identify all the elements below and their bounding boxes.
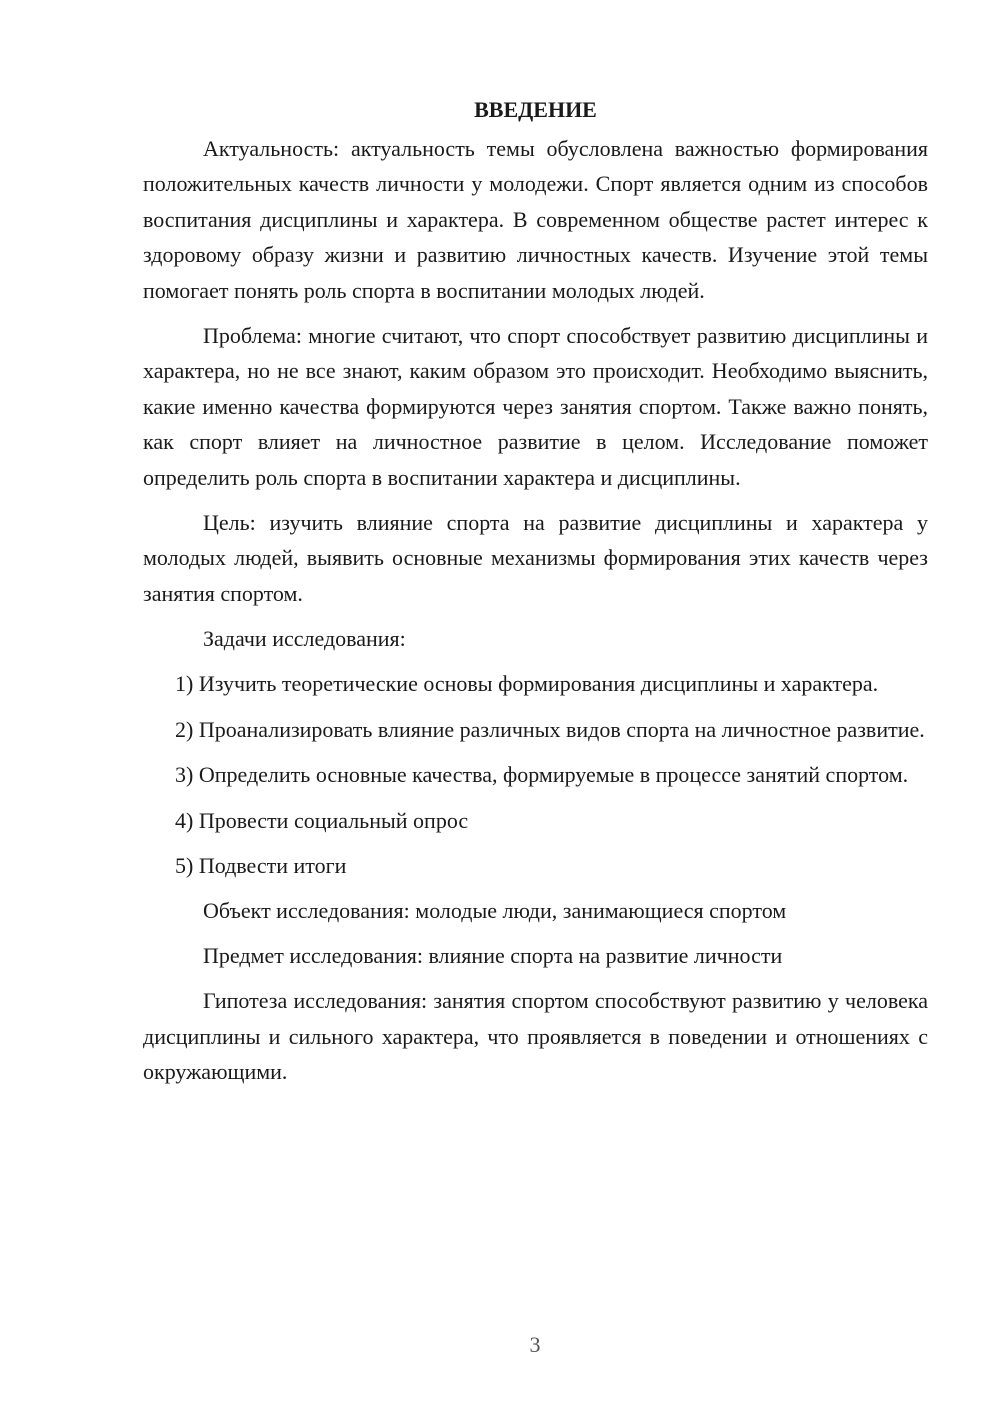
relevance-paragraph: Актуальность: актуальность темы обусловлена важностью формирования положительных качеств личности у молодежи. Спорт является одним из способов воспитания дисциплины и характера. В современном обществе растет интерес к здоровому образу жизни и развитию личностных качеств. Изучение этой темы помогает понять роль спорта в воспитании молодых людей. [143, 136, 928, 303]
hypothesis-paragraph: Гипотеза исследования: занятия спортом способствуют развитию у человека дисциплины и сильного характера, что проявляется в поведении и отношениях с окружающими. [143, 988, 928, 1085]
page-content [143, 92, 928, 1100]
subject-paragraph: Предмет исследования: влияние спорта на развитие личности [203, 943, 783, 969]
task-item-1: 1) Изучить теоретические основы формирования дисциплины и характера. [175, 671, 879, 697]
tasks-title: Задачи исследования: [203, 626, 406, 652]
task-item-2: 2) Проанализировать влияние различных видов спорта на личностное развитие. [175, 716, 925, 742]
task-item-4: 4) Провести социальный опрос [175, 807, 469, 833]
task-item-3: 3) Определить основные качества, формируемые в процессе занятий спортом. [175, 762, 909, 788]
task-item-5: 5) Подвести итоги [175, 852, 347, 878]
problem-paragraph: Проблема: многие считают, что спорт способствует развитию дисциплины и характера, но не все знают, каким образом это происходит. Необходимо выяснить, какие именно качества формируются через занятия спортом. Также важно понять, как спорт влияет на личностное развитие в целом. Исследование поможет определить роль спорта в воспитании характера и дисциплины. [143, 323, 928, 490]
object-paragraph: Объект исследования: молодые люди, занимающиеся спортом [203, 898, 787, 924]
page-number: 3 [529, 1332, 541, 1357]
goal-paragraph: Цель: изучить влияние спорта на развитие дисциплины и характера у молодых людей, выявить основные механизмы формирования этих качеств через занятия спортом. [143, 510, 928, 606]
section-heading: ВВЕДЕНИЕ [474, 97, 597, 122]
